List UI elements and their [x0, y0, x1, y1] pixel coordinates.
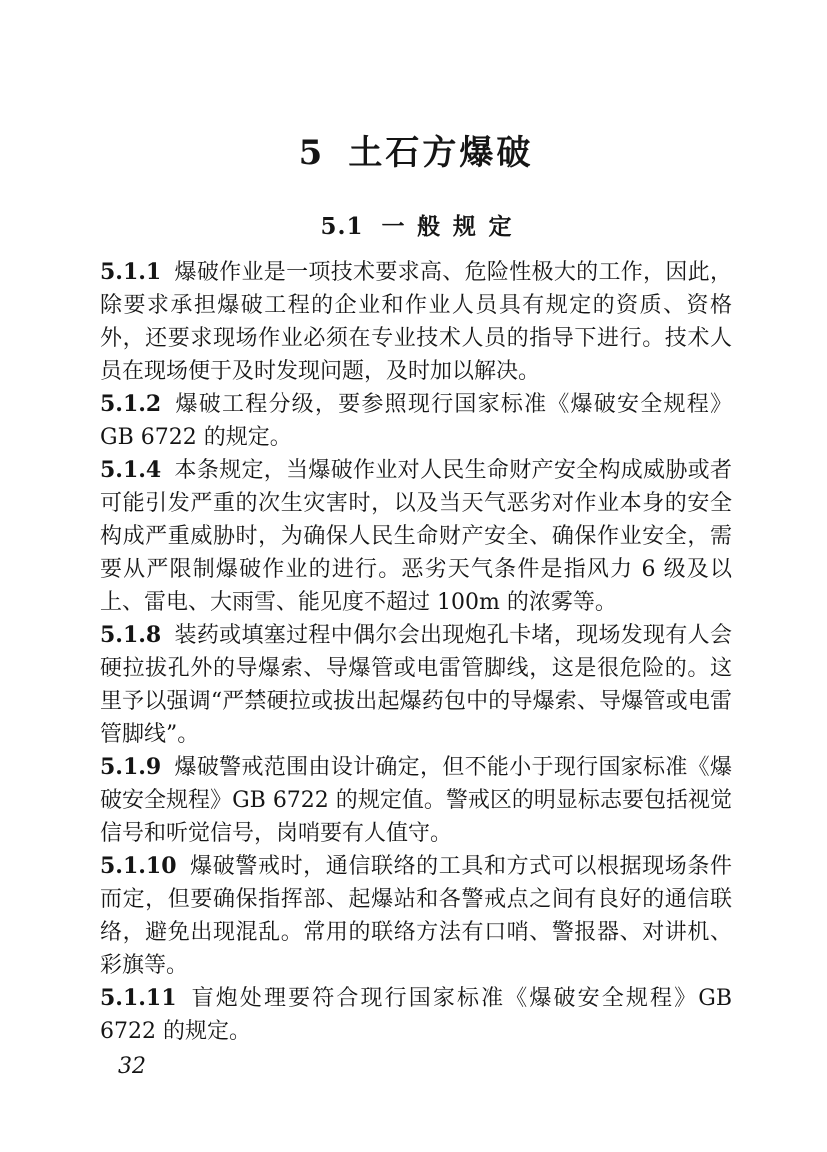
- clause-number: 5.1.1: [100, 259, 162, 285]
- clause-list: [100, 256, 732, 1048]
- clause-number: 5.1.2: [100, 391, 162, 417]
- clause-paragraph: [100, 982, 732, 1048]
- chapter-title-text: 土石方爆破: [348, 133, 534, 173]
- clause-text: 爆破作业是一项技术要求高、危险性极大的工作，因此，除要求承担爆破工程的企业和作业人员具有规定的资质、资格外，还要求现场作业必须在专业技术人员的指导下进行。技术人员在现场便于及时发现问题，及时加以解决。: [100, 260, 732, 384]
- clause-number: 5.1.11: [100, 985, 177, 1011]
- clause-text: 盲炮处理要符合现行国家标准《爆破安全规程》GB 6722 的规定。: [100, 986, 732, 1044]
- chapter-title: [100, 0, 732, 173]
- clause-paragraph: [100, 454, 732, 619]
- page-number: 32: [118, 1054, 146, 1079]
- chapter-number: 5: [298, 133, 323, 173]
- clause-paragraph: [100, 619, 732, 751]
- clause-paragraph: [100, 751, 732, 850]
- section-title: [100, 213, 732, 241]
- clause-text: 爆破工程分级，要参照现行国家标准《爆破安全规程》GB 6722 的规定。: [100, 392, 732, 450]
- clause-text: 本条规定，当爆破作业对人民生命财产安全构成威胁或者可能引发严重的次生灾害时，以及当天气恶劣对作业本身的安全构成严重威胁时，为确保人民生命财产安全、确保作业安全，需要从严限制爆破作业的进行。恶劣天气条件是指风力 6 级及以上、雷电、大雨雪、能见度不超过 100m 的浓雾等。: [100, 458, 732, 615]
- clause-text: 爆破警戒范围由设计确定，但不能小于现行国家标准《爆破安全规程》GB 6722 的规定值。警戒区的明显标志要包括视觉信号和听觉信号，岗哨要有人值守。: [100, 755, 732, 846]
- clause-number: 5.1.10: [100, 853, 177, 879]
- section-number: 5.1: [320, 213, 364, 240]
- clause-paragraph: [100, 388, 732, 454]
- clause-text: 装药或填塞过程中偶尔会出现炮孔卡堵，现场发现有人会硬拉拔孔外的导爆索、导爆管或电雷管脚线，这是很危险的。这里予以强调“严禁硬拉或拔出起爆药包中的导爆索、导爆管或电雷管脚线”。: [100, 623, 732, 747]
- clause-number: 5.1.4: [100, 457, 162, 483]
- clause-number: 5.1.9: [100, 754, 162, 780]
- clause-number: 5.1.8: [100, 622, 162, 648]
- clause-paragraph: [100, 256, 732, 388]
- section-title-text: 一般规定: [381, 213, 525, 240]
- clause-text: 爆破警戒时，通信联络的工具和方式可以根据现场条件而定，但要确保指挥部、起爆站和各警戒点之间有良好的通信联络，避免出现混乱。常用的联络方法有口哨、警报器、对讲机、彩旗等。: [100, 854, 732, 978]
- text-block: [100, 0, 732, 1048]
- clause-paragraph: [100, 850, 732, 982]
